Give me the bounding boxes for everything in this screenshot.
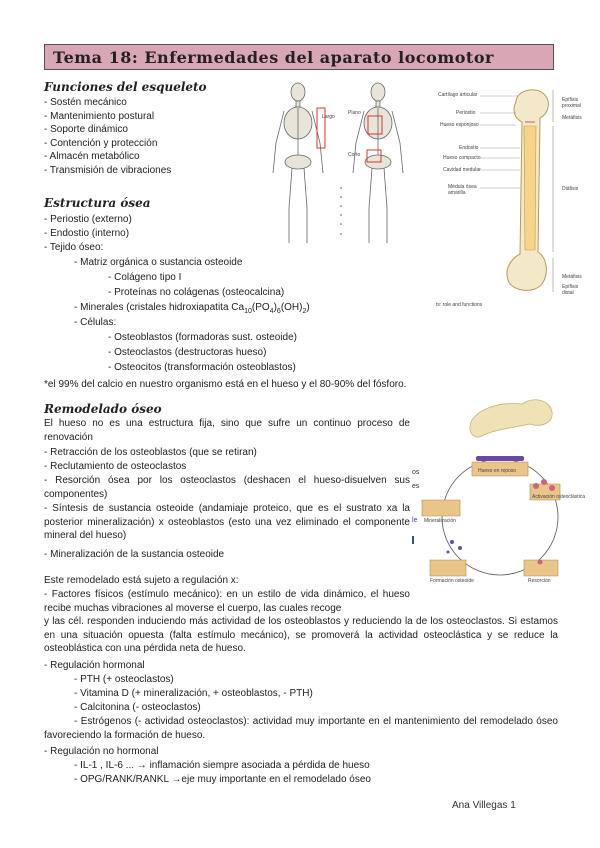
estructura-mineral-line: - Minerales (cristales hidroxiapatita $Ca_{10}(PO_4)_6(OH)_2$) (74, 302, 310, 315)
estructura-line: - Colágeno tipo I (108, 272, 182, 283)
factores-wrap (44, 588, 558, 654)
cycle-label: Mineralización (424, 518, 456, 524)
bone-label: Epífisis distal (562, 284, 579, 296)
calcio-note: *el 99% del calcio en nuestro organismo está en el hueso y el 80-90% del fósforo. (44, 379, 407, 390)
figure-caption: ts: role and functions (436, 302, 483, 308)
estructura-line: - Células: (74, 317, 117, 328)
cycle-label: Activación osteoclástica (532, 494, 586, 500)
list-item: - Almacén metabólico (44, 151, 140, 162)
hormonal-item: - Vitamina D (+ mineralización, + osteoblastos, - PTH) (74, 688, 313, 699)
estructura-heading: Estructura ósea (44, 196, 151, 210)
estructura-line: - Osteocitos (transformación osteoblastos) (108, 362, 296, 373)
no-hormonal-item: - OPG/RANK/RANKL →eje muy importante en el remodelado óseo (74, 774, 371, 785)
funciones-list (44, 96, 171, 177)
hormonal-heading: - Regulación hormonal (44, 660, 145, 671)
bone-label: Metáfisis (562, 274, 582, 280)
bone-label: Diáfisis (562, 186, 579, 192)
factores-text-part2: y las cél. responden induciendo más actividad de los osteoblastos y reduciendo la de los osteoclastos. Si estamos en una situación opuesta (falta estímulo mecánico), se promoverá la actividad osteoclástica y se reduce la osteoblástica con una pérdida neta de hueso. (44, 616, 558, 654)
list-item: - Sostén mecánico (44, 97, 127, 108)
bone-label: Epífisis proximal (562, 97, 581, 109)
side-fragment: os (412, 469, 420, 476)
estructura-line: - Tejido óseo: (44, 242, 104, 253)
bone-label: Cartílago articular (438, 92, 478, 98)
footer: Ana Villegas 1 (452, 800, 516, 811)
estructura-line: - Endostio (interno) (44, 228, 130, 239)
bone-label: Médula ósea amarilla (448, 184, 477, 196)
estructura-line: - Proteínas no colágenas (osteocalcina) (108, 287, 285, 298)
bone-label: Metáfisis (562, 115, 582, 121)
skeleton-illustration (265, 78, 425, 258)
list-item: - Contención y protección (44, 137, 158, 149)
bone-leader-lines (480, 92, 520, 292)
cycle-label: Resorción (528, 578, 551, 584)
factores-text-part1: - Factores físicos (estímulo mecánico): en un estilo de vida dinámico, el hueso recibe muchas vibraciones al moverse el cuerpo, las cuales recoge (44, 589, 410, 614)
remodelado-item: - Síntesis de sustancia osteoide (andamiaje proteico, que es el sustrato xa la posterior mineralización) x osteoblastos (esto una vez eliminado el componente mineral del hueso) (44, 503, 410, 541)
side-fragment: le (412, 517, 418, 524)
label-corto: Corto (348, 152, 361, 158)
label-largo: Largo (322, 114, 335, 120)
list-item: - Soporte dinámico (44, 124, 128, 135)
estructura-line: - Osteoclastos (destructoras hueso) (108, 347, 267, 358)
estrogenos-text: - Estrógenos (- actividad osteoclastos): actividad muy importante en el mantenimiento del remodelado óseo favoreciendo la formación de hueso. (44, 716, 558, 741)
remodelado-item: - Retracción de los osteoblastos (que se retiran) (44, 447, 257, 458)
page-title: Tema 18: Enfermedades del aparato locomotor (53, 48, 494, 67)
estructura-line: - Periostio (externo) (44, 214, 132, 225)
list-item: - Transmisión de vibraciones (44, 164, 172, 176)
no-hormonal-heading: - Regulación no hormonal (44, 746, 159, 757)
remodelado-item: - Reclutamiento de osteoclastos (44, 461, 187, 472)
remodelado-item: - Mineralización de la sustancia osteoide (44, 549, 225, 560)
estructura-line: - Osteoblastos (formadoras sust. osteoide) (108, 332, 297, 343)
remodelado-heading: Remodelado óseo (44, 402, 162, 416)
hormonal-item: - Calcitonina (- osteoclastos) (74, 702, 201, 713)
title-bar (44, 44, 554, 70)
bone-label: Hueso esponjoso (440, 122, 479, 128)
cycle-label: Formación osteoide (430, 578, 474, 584)
no-hormonal-item: - IL-1 , IL-6 ... → inflamación siempre asociada a pérdida de hueso (74, 760, 370, 771)
label-plano: Plano (348, 110, 361, 116)
bone-label: Periostio (456, 110, 476, 116)
bone-label: Cavidad medular (443, 167, 481, 173)
regulacion-intro: Este remodelado está sujeto a regulación x: (44, 575, 239, 586)
remodelado-item: - Resorción ósea por los osteoclastos (deshacen el hueso-disuelven sus componentes) (44, 475, 410, 500)
hormonal-item: - PTH (+ osteoclastos) (74, 674, 174, 685)
remodelado-paragraph: El hueso no es una estructura fija, sino que sufre un continuo proceso de renovación (44, 418, 410, 443)
list-item: - Mantenimiento postural (44, 110, 155, 122)
bone-label: Hueso compacto (443, 155, 481, 161)
funciones-heading: Funciones del esqueleto (44, 80, 207, 94)
bone-label: Endostio (459, 145, 479, 151)
cycle-label: Hueso en reposo (478, 468, 517, 474)
estructura-line: - Matriz orgánica o sustancia osteoide (74, 257, 243, 268)
side-fragment: es (412, 483, 420, 490)
